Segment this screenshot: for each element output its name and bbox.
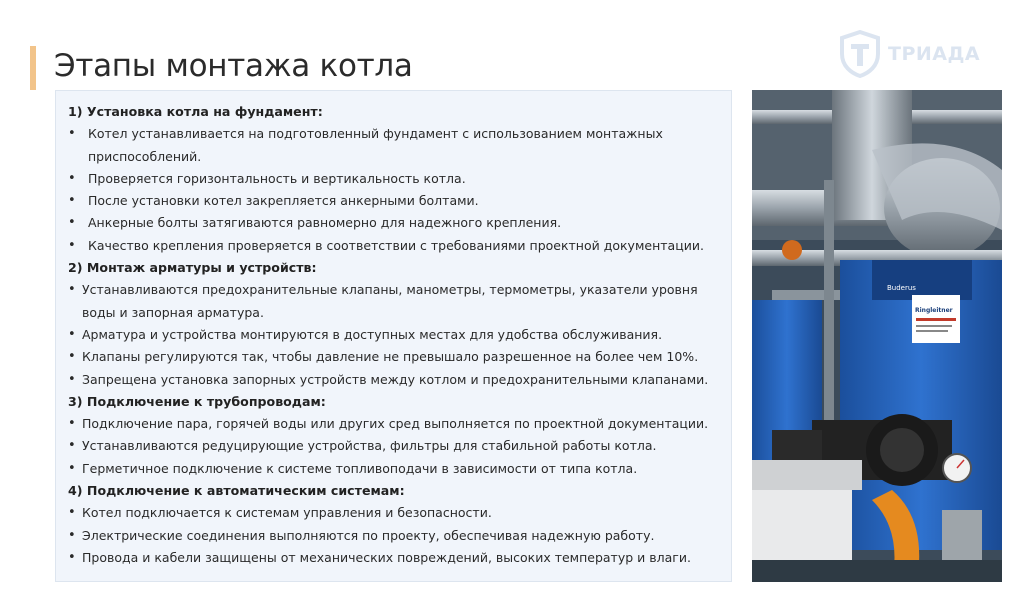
list-item: • Провода и кабели защищены от механических повреждений, высоких температур и влаги.: [68, 547, 721, 569]
bullet-icon: •: [68, 282, 76, 298]
bullet-icon: •: [68, 237, 76, 253]
shield-icon: [838, 30, 882, 78]
content-panel: [55, 90, 732, 582]
list-item: • Арматура и устройства монтируются в доступных местах для удобства обслуживания.: [68, 324, 721, 346]
title-accent-bar: [30, 46, 36, 90]
section-heading: 2) Монтаж арматуры и устройств:: [68, 260, 317, 276]
list-item: • Котел подключается к системам управления и безопасности.: [68, 502, 721, 524]
boiler-room-photo: [752, 90, 1002, 582]
list-item: • Устанавливаются редуцирующие устройства, фильтры для стабильной работы котла.: [68, 435, 721, 457]
bullet-icon: •: [68, 215, 76, 231]
section-heading: 4) Подключение к автоматическим системам:: [68, 483, 405, 499]
bullet-icon: •: [68, 371, 76, 387]
bullet-icon: •: [68, 326, 76, 342]
list-item: • Герметичное подключение к системе топливоподачи в зависимости от типа котла.: [68, 458, 721, 480]
bullet-icon: •: [68, 193, 76, 209]
bullet-icon: •: [68, 460, 76, 476]
bullet-icon: •: [68, 126, 76, 142]
bullet-icon: •: [68, 527, 76, 543]
list-item: • Электрические соединения выполняются по проекту, обеспечивая надежную работу.: [68, 525, 721, 547]
section-heading: 1) Установка котла на фундамент:: [68, 104, 323, 119]
bullet-icon: •: [68, 170, 76, 186]
list-item: • Проверяется горизонтальность и вертикальность котла.: [68, 168, 721, 190]
list-item: • После установки котел закрепляется анкерными болтами.: [68, 190, 721, 212]
bullet-icon: •: [68, 438, 76, 454]
list-item: • Качество крепления проверяется в соответствии с требованиями проектной документации.: [68, 235, 721, 257]
list-item: • Анкерные болты затягиваются равномерно для надежного крепления.: [68, 212, 721, 234]
company-logo: [838, 28, 980, 80]
logo-text: ТРИАДА: [888, 43, 981, 65]
bullet-icon: •: [68, 416, 76, 432]
boiler-brand-label: Buderus: [887, 284, 916, 292]
bullet-icon: •: [68, 349, 76, 365]
list-item: • Котел устанавливается на подготовленный фундамент с использованием монтажных приспособлений.: [68, 123, 721, 168]
list-item: • Устанавливаются предохранительные клапаны, манометры, термометры, указатели уровня воды и запорная арматура.: [68, 279, 721, 324]
bullet-icon: •: [68, 505, 76, 521]
page-title: Этапы монтажа котла: [54, 48, 413, 84]
bullet-icon: •: [68, 549, 76, 565]
boiler-sign-label: Ringleitner: [915, 307, 953, 314]
list-item: • Клапаны регулируются так, чтобы давление не превышало разрешенное на более чем 10%.: [68, 346, 721, 368]
list-item: • Запрещена установка запорных устройств между котлом и предохранительными клапанами.: [68, 369, 721, 391]
list-item: • Подключение пара, горячей воды или других сред выполняется по проектной документации.: [68, 413, 721, 435]
section-heading: 3) Подключение к трубопроводам:: [68, 393, 326, 409]
